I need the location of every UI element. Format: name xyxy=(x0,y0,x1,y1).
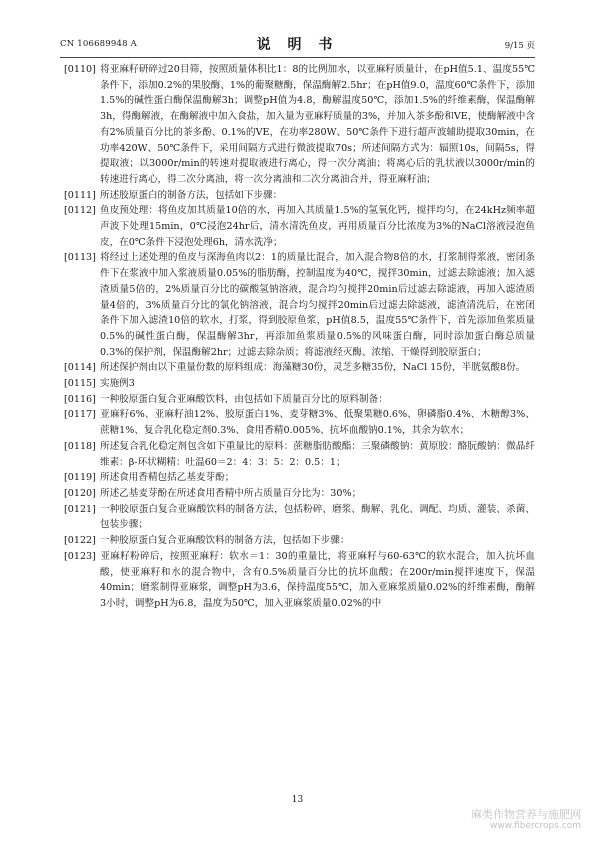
paragraph-number: [0118] xyxy=(64,440,96,452)
paragraph-0121 xyxy=(64,502,535,533)
page-header xyxy=(60,34,535,54)
paragraph-text: 一种胶原蛋白复合亚麻酸饮料的制备方法，包括粉碎、磨浆、酶解、乳化、调配、均质、灌装、杀菌、包装步骤； xyxy=(100,503,535,531)
paragraph-0118 xyxy=(64,439,535,470)
paragraph-number: [0120] xyxy=(64,487,96,499)
document-title: 说 明 书 xyxy=(256,37,339,53)
page-number: 13 xyxy=(291,795,304,805)
paragraph-0110 xyxy=(64,62,535,188)
watermark-url: www.fibercrops.com xyxy=(490,821,581,831)
paragraph-number: [0121] xyxy=(64,503,96,515)
paragraph-0122 xyxy=(64,533,535,549)
paragraph-text: 所述复合乳化稳定剂包含如下重量比的原料：蔗糖脂肪酸酯：三聚磷酸钠：黄原胶：酪朊酸钠：微晶纤维素：β-环状糊精：吐温60＝2：4：3：5：2：0.5：1； xyxy=(100,440,535,468)
paragraph-number: [0117] xyxy=(64,409,96,421)
header-rule xyxy=(60,57,535,58)
paragraph-0120 xyxy=(64,486,535,502)
paragraph-number: [0122] xyxy=(64,535,96,547)
paragraph-number: [0116] xyxy=(64,393,96,405)
paragraph-text: 一种胶原蛋白复合亚麻酸饮料的制备方法，包括如下步骤： xyxy=(100,535,350,547)
paragraph-number: [0111] xyxy=(64,189,96,201)
paragraph-text: 一种胶原蛋白复合亚麻酸饮料，由包括如下质量百分比的原料制备： xyxy=(100,393,388,405)
watermark-site-name: 麻类作物营养与施肥网 xyxy=(471,808,581,821)
paragraph-text: 实施例3 xyxy=(100,378,135,390)
page-indicator: 9/15 页 xyxy=(504,41,535,51)
paragraph-0115 xyxy=(64,376,535,392)
paragraph-number: [0115] xyxy=(64,378,96,390)
paragraph-number: [0113] xyxy=(64,252,96,264)
paragraph-0116 xyxy=(64,392,535,408)
watermark xyxy=(471,808,581,832)
paragraph-text: 将经过上述处理的鱼皮与深海鱼肉以2：1的质量比混合，加入混合物8倍的水，打浆制得浆液，密闭条件下在浆液中加入浆液质量0.05%的脂肪酶，控制温度为40℃，搅拌30min，过滤去除滤液；加入滤渣质量5倍的，2%质量百分比的碳酸氢钠溶液，混合均匀搅拌20min后过滤去除滤液，再加入滤渣质量4倍的，3%质量百分比的氯化钠溶液，混合均匀搅拌20min后过滤去除滤液，滤渣清洗后，在密闭条件下加入滤渣10倍的软水，打浆，得到胶原鱼浆，pH值8.5，温度55℃条件下，首先添加鱼浆质量0.5%的碱性蛋白酶，保温酶解3hr，再添加鱼浆质量0.5%的风味蛋白酶，同时添加蛋白酶总质量0.3%的保护剂，保温酶解2hr；过滤去除杂质；将滤液经灭酶、浓缩、干燥得到胶原蛋白； xyxy=(100,252,535,358)
paragraph-0111 xyxy=(64,188,535,204)
paragraph-number: [0110] xyxy=(64,64,96,75)
paragraph-number: [0114] xyxy=(64,362,96,374)
paragraph-0117 xyxy=(64,407,535,438)
paragraph-text: 亚麻籽6%、亚麻籽油12%、胶原蛋白1%、麦芽糖3%、低聚果糖0.6%、卵磷脂0.4%、木糖醇3%、蔗糖1%、复合乳化稳定剂0.3%、食用香精0.005%、抗坏血酸钠0.1%，其余为软水； xyxy=(100,409,535,437)
paragraph-text: 所述乙基麦芽酚在所述食用香精中所占质量百分比为：30%； xyxy=(100,487,362,499)
patent-number: CN 106689948 A xyxy=(60,39,137,49)
paragraph-text: 亚麻籽粉碎后，按照亚麻籽：软水＝1：30的重量比，将亚麻籽与60-63℃的软水混合，加入抗坏血酸，使亚麻籽和水的混合物中，含有0.5%质量百分比的抗坏血酸；在200r/min搅拌速度下，保温40min；磨浆制得亚麻浆，调整pH为3.6，保持温度55℃，加入亚麻浆质量0.02%的纤维素酶，酶解3小时，调整pH为6.8，温度为50℃，加入亚麻浆质量0.02%的中 xyxy=(100,550,535,609)
paragraph-text: 鱼皮预处理：将鱼皮加其质量10倍的水，再加入其质量1.5%的氢氧化钙，搅拌均匀，在24kHz频率超声波下处理15min，0℃浸泡24hr后，清水清洗鱼皮，再用质量百分比浓度为3%的NaCl溶液浸泡鱼皮，在0℃条件下浸泡处理6h，清水洗净； xyxy=(100,205,535,248)
paragraph-0113 xyxy=(64,250,535,360)
paragraph-0114 xyxy=(64,360,535,376)
paragraph-text: 所述胶原蛋白的制备方法，包括如下步骤： xyxy=(100,189,283,201)
paragraph-0112 xyxy=(64,203,535,250)
paragraph-text: 所述保护剂由以下重量份数的原料组成：海藻糖30份，灵芝多糖35份，NaCl 15份，半胱氨酸8份。 xyxy=(100,362,526,374)
paragraph-0123 xyxy=(64,549,535,612)
paragraph-0119 xyxy=(64,470,535,486)
paragraph-text: 将亚麻籽研碎过20目筛，按照质量体积比1：8的比例加水，以亚麻籽质量计，在pH值5.1、温度55℃条件下，添加0.2%的果胶酶、1%的葡聚糖酶，保温酶解2.5hr；在pH值9.0，温度60℃条件下，添加1.5%的碱性蛋白酶保温酶解3h；调整pH值为4.8，酶解温度50℃，添加1.5%的纤维素酶，保温酶解3h，得酶解液，在酶解液中加入食盐，加入量为亚麻籽质量的3%，并加入茶多酚和VE，使酶解液中含有2%质量百分比的茶多酚、0.1%的VE，在功率280W、50℃条件下进行超声波辅助提取30min，在功率420W、50℃条件下，采用间隔方式进行微波提取70s；所述间隔方式为：辐照10s，间隔5s，得提取液；以3000r/min的转速对提取液进行离心，得一次分离油；将离心后的乳状液以3000r/min的转速进行离心，得二次分离油，将一次分离油和二次分离油合并，得亚麻籽油； xyxy=(100,64,535,185)
paragraph-text: 所述食用香精包括乙基麦芽酚； xyxy=(100,472,235,484)
paragraph-number: [0123] xyxy=(64,550,96,562)
body-text xyxy=(64,62,535,612)
paragraph-number: [0119] xyxy=(64,472,96,484)
paragraph-number: [0112] xyxy=(64,205,96,217)
